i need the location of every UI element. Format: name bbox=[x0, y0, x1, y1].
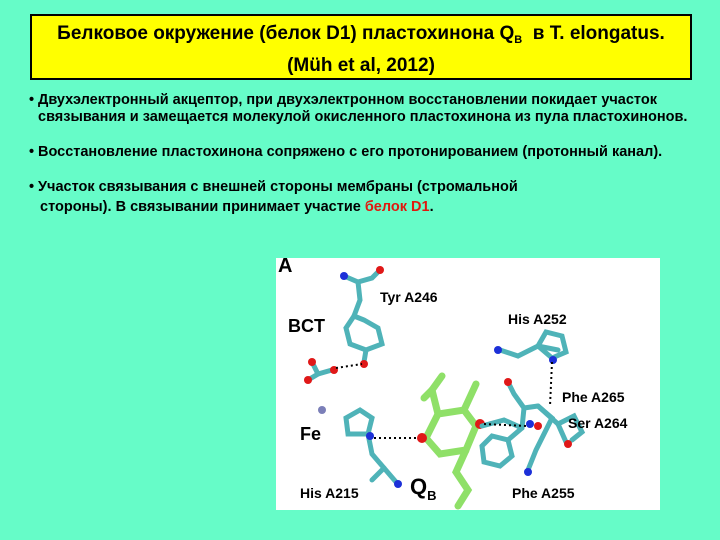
tyr-a246-residue bbox=[344, 270, 382, 362]
title-line-1 bbox=[32, 21, 690, 53]
bullet-marker: • bbox=[29, 92, 35, 108]
label-phe-a255: Phe A255 bbox=[512, 485, 575, 501]
label-his-a215: His A215 bbox=[300, 485, 359, 501]
bullet-text: Двухэлектронный акцептор, при двухэлектронном восстановлении покидает участок связывания и замещается молекулой окисленного пластохинона из пула пластохинонов. bbox=[38, 92, 688, 125]
hbond-tyr-bct bbox=[336, 364, 362, 368]
hbond-his252 bbox=[550, 362, 552, 406]
title-line-1-main: Белковое окружение (белок D1) пластохинона Q bbox=[57, 23, 515, 44]
label-phe-a265: Phe A265 bbox=[562, 389, 625, 405]
bullet-text-line-2: стороны). В связывании принимает участие белок D1. bbox=[40, 199, 434, 215]
title-subscript: B bbox=[514, 34, 523, 46]
title-line-2: (Müh et al, 2012) bbox=[287, 55, 435, 76]
bullet-marker: • bbox=[29, 144, 35, 160]
title-line-1-tail: в T. elongatus. bbox=[522, 23, 665, 44]
fe-atom bbox=[318, 406, 326, 414]
bullet-item-2 bbox=[30, 144, 700, 161]
his-a215-residue bbox=[346, 410, 396, 482]
title-box bbox=[30, 14, 692, 80]
qb-quinone bbox=[424, 376, 476, 506]
structure-drawing bbox=[276, 258, 660, 510]
bullet-item-3 bbox=[30, 179, 700, 216]
label-fe: Fe bbox=[300, 424, 322, 444]
label-qb: $Q_B$ bbox=[410, 474, 437, 503]
his-a252-residue bbox=[500, 332, 566, 358]
bullet-list bbox=[30, 92, 700, 234]
bullet-text-line-1: Участок связывания с внешней стороны мембраны (стромальной bbox=[38, 179, 518, 195]
highlight-d1-protein: белок D1 bbox=[364, 199, 430, 215]
label-his-a252: His A252 bbox=[508, 311, 567, 327]
label-bct: BCT bbox=[288, 316, 325, 336]
bullet-item-1 bbox=[30, 92, 700, 126]
bullet-marker: • bbox=[29, 179, 35, 195]
label-ser-a264: Ser A264 bbox=[568, 415, 628, 431]
molecular-structure-figure bbox=[276, 258, 660, 510]
bullet-text: Восстановление пластохинона сопряжено с его протонированием (протонный канал). bbox=[38, 144, 663, 160]
label-tyr-a246: Tyr A246 bbox=[380, 289, 438, 305]
panel-letter: A bbox=[278, 258, 293, 277]
